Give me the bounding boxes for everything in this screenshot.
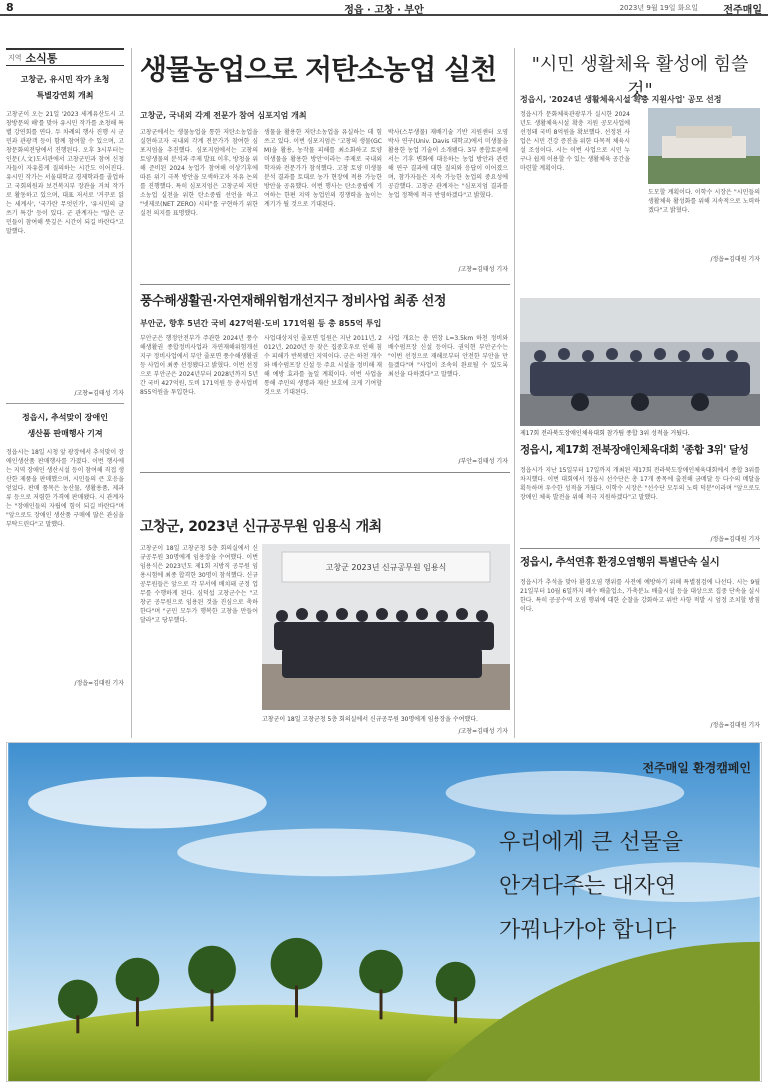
right2-body: 정읍시가 지난 15일부터 17일까지 개최된 제17회 전라북도장애인체육대회에서 종합 3위를 차지했다. 이번 대회에서 정읍시 선수단은 총 17개 종목에 출전해 금메달 등 다수의 메달을 획득하며 우수한 성적을 거뒀다. 이학수 시장은 "선수단 모두의 노력 덕분"이라며 "앞으로도 장애인 체육 발전을 위해 적극 지원하겠다"고 말했다. bbox=[520, 467, 760, 501]
page-number: 8 bbox=[6, 1, 14, 14]
sidebar-news bbox=[6, 48, 124, 733]
ad-slogan bbox=[499, 821, 739, 953]
lead-body-col2: 생물을 활용한 저탄소농업을 유실하는 데 힘쓰고 있다. 이번 심포지엄은 '고창의 생물(GCM)을 활용, 농작물 피해를 최소화하고 토양 미생물을 활용한 방안'이라는 주제로 국내외 학자와 전문가가 참석했다. 고창 토양 미생물 분석 결과를 토대로 농가 현장에 적용 가능한 방안을 공유했다. 이번 행사는 탄소중립에 기여하는 한편 지역 농업인의 경쟁력을 높이는 계기가 될 것으로 기대된다. bbox=[264, 129, 382, 208]
lead-body-col3: 박사(스무생물) 재배기술 기반 지원센터 오영 박사 연구(Univ. Davis 대학교)에서 미생물을 활용한 농업 기술이 소개됐다. 3부 종합토론에서는 기후 변화에 대응하는 농업 방안과 관련해 연구 결과에 대한 질의와 응답이 이어졌으며, 참가자들은 지속 가능한 농업의 중요성에 공감했다. 고창군 관계자는 "심포지엄 결과를 농업 정책에 적극 반영하겠다"고 밝혔다. bbox=[388, 129, 508, 199]
story2-headline: 풍수해생활권·자연재해위험개선지구 정비사업 최종 선정 bbox=[140, 294, 446, 309]
story2-body-col2: 사업대상지인 줄포면 일원은 지난 2011년, 2012년, 2020년 등 잦은 집중호우로 인해 침수 피해가 반복됐던 지역이다. 군은 하천 개수와 배수펌프장 신설 등 주요 시설을 정비해 재해 예방 효과를 높일 계획이다. 이번 사업을 통해 주민의 생명과 재산 보호에 크게 기여할 것으로 기대된다. bbox=[264, 335, 382, 396]
story3-body: 고창군이 18일 고창군청 5층 회의실에서 신규공무원 30명에게 임용장을 수여했다. 이번 임용식은 2023년도 제1회 지방직 공무원 임용시험에 최종 합격한 30명이 참석했다. 신규 공무원들은 앞으로 각 부서에 배치돼 군정 업무를 수행하게 된다. 심덕섭 고창군수는 "고창군 공무원으로 임용된 것을 진심으로 축하한다"며 "군민 모두가 행복한 고창을 만들어 달라"고 당부했다. bbox=[140, 545, 258, 624]
right3-headline: 정읍시, 추석연휴 환경오염행위 특별단속 실시 bbox=[520, 556, 720, 568]
sidebar-news2-headline-line2: 생산품 판매행사 기져 bbox=[27, 429, 103, 438]
column-divider bbox=[514, 48, 515, 738]
right1-subhead: 정읍시, '2024년 생활체육시설 확충 지원사업' 공모 선정 bbox=[520, 95, 722, 104]
sidebar-news2-headline bbox=[6, 410, 124, 442]
right3-body: 정읍시가 추석을 맞아 환경오염 행위를 사전에 예방하기 위해 특별점검에 나선다. 시는 9월 21일부터 10월 6일까지 폐수 배출업소, 가축분뇨 배출시설 등을 대상으로 집중 단속을 실시한다. 특히 공공수역 오염 행위에 대한 순찰을 강화하고 위반 사항 적발 시 엄정 조치할 방침이다. bbox=[520, 579, 760, 613]
story2-body-col1: 부안군은 행정안전부가 주관한 2024년 풍수해생활권 종합정비사업과 자연재해위험개선지구 정비사업에서 부안 줄포면 풍수해생활권 등 사업이 최종 선정됐다고 밝혔다. 이번 선정으로 부안군은 2024년부터 2028년까지 5년간 국비 427억원, 도비 171억원 등 총사업비 855억원을 투입한다. bbox=[140, 335, 258, 396]
sidebar-tag-big: 소식통 bbox=[25, 51, 58, 65]
right2-caption: 제17회 전라북도장애인체육대회 참가팀 종합 3위 성적을 거뒀다. bbox=[520, 430, 690, 437]
ad-brand: 전주매일 환경캠페인 bbox=[642, 761, 751, 775]
sidebar-news1-headline-line1: 고창군, 유시민 작가 초청 bbox=[20, 75, 110, 84]
sidebar-news1-headline-line2: 특별강연회 개최 bbox=[36, 91, 94, 100]
sidebar-news1-body: 고창군이 오는 21일 '2023 세계유산도시 고창방문의 해'를 맞아 유시민 작가를 초청해 특별 강연회를 연다. 두 차례의 행사 진행 시 군민과 관광객 등이 함께 참여할 수 있으며, 고창문화의전당에서 진행된다. 오후 3시부터는 인문(人文)도서관에서 고창군민과 참여 신청자들이 자유롭게 질의하는 시간도 이어진다. 유시민 작가는 서울대학교 경제학과를 졸업하고 국회의원과 보건복지부 장관을 거쳐 작가로 활동하고 있으며, 대표 저서로 '거꾸로 읽는 세계사', '국가란 무엇인가', '유시민의 글쓰기 특강' 등이 있다. 군 관계자는 "많은 군민들이 참여해 뜻깊은 시간이 되길 바란다"고 말했다. bbox=[6, 111, 124, 235]
sidebar-news1-headline bbox=[6, 72, 124, 104]
right2-credit: /정읍=김대원 기자 bbox=[710, 536, 760, 543]
ad-slogan-line3: 가꿔나가야 합니다 bbox=[499, 918, 677, 943]
story2-subhead: 부안군, 향후 5년간 국비 427억원·도비 171억원 등 총 855억 투입 bbox=[140, 319, 382, 328]
sidebar-news2-body: 정읍시는 18일 시청 앞 광장에서 추석맞이 장애인생산품 판매행사를 가졌다. 이번 행사에는 지역 장애인 생산시설 등이 참여해 직접 생산한 제품을 판매했으며, 시민들의 큰 호응을 얻었다. 판매 품목은 농산물, 생활용품, 제과류 등으로 저렴한 가격에 판매됐다. 시 관계자는 "장애인들의 자립에 힘이 되길 바란다"며 "앞으로도 장애인 생산품 구매에 많은 관심을 부탁드린다"고 말했다. bbox=[6, 449, 124, 528]
right1-body-col1: 정읍시가 문화체육관광부가 실시한 2024년도 생활체육시설 확충 지원 공모사업에 선정돼 국비 8억원을 확보했다. 선정된 사업은 시민 건강 증진을 위한 다목적 체육시설 조성이다. 시는 이번 사업으로 시민 누구나 쉽게 이용할 수 있는 생활체육 공간을 마련할 계획이다. bbox=[520, 111, 630, 172]
divider bbox=[140, 284, 510, 285]
lead-subhead: 고창군, 국내외 각계 전문가 참여 심포지엄 개최 bbox=[140, 111, 307, 120]
sports-team-photo-illustration bbox=[520, 298, 760, 426]
divider bbox=[140, 472, 510, 473]
story2-body-col3: 사업 개요는 총 연장 L=3.5km 하천 정비와 배수펌프장 신설 등이다. 권익현 부안군수는 "이번 선정으로 재해로부터 안전한 부안을 만들겠다"며 "사업이 조속히 완료될 수 있도록 최선을 다하겠다"고 말했다. bbox=[388, 335, 508, 378]
story2-credit: /부안=김태성 기자 bbox=[458, 458, 508, 465]
sidebar-news2-headline-line1: 정읍시, 추석맞이 장애인 bbox=[22, 413, 108, 422]
sidebar-tag-small: 지역 bbox=[8, 53, 22, 62]
right1-quote-headline: "시민 생활체육 활성에 힘쓸 것" bbox=[531, 54, 749, 101]
ad-slogan-line1: 우리에게 큰 선물을 bbox=[499, 830, 684, 855]
lead-credit: /고창=김태성 기자 bbox=[458, 266, 508, 273]
right2-photo bbox=[520, 298, 760, 426]
story3-caption: 고창군이 18일 고창군청 5층 회의실에서 신규공무원 30명에게 임용장을 수여했다. bbox=[262, 716, 478, 723]
facility-photo-illustration bbox=[648, 108, 760, 184]
ad-slogan-line2: 안겨다주는 대자연 bbox=[499, 874, 677, 899]
right3-credit: /정읍=김대원 기자 bbox=[710, 722, 760, 729]
environment-campaign-ad bbox=[6, 742, 762, 1082]
story3-credit: /고창=김태성 기자 bbox=[458, 728, 508, 735]
story3-photo bbox=[262, 544, 510, 710]
lead-headline: 생물농업으로 저탄소농업 실천 bbox=[140, 53, 497, 86]
right1-body-col2: 도모할 계획이다. 이학수 시장은 "시민들의 생활체육 활성화를 위해 지속적으로 노력하겠다"고 밝혔다. bbox=[648, 189, 760, 214]
sidebar-news2-credit: /정읍=김대원 기자 bbox=[74, 680, 124, 687]
right2-headline: 정읍시, 제17회 전북장애인체육대회 '종합 3위' 달성 bbox=[520, 444, 749, 456]
sidebar-tag bbox=[6, 48, 124, 66]
divider bbox=[520, 548, 760, 549]
paper-name: 전주매일 bbox=[723, 5, 762, 16]
lead-body-col1: 고창군에서는 생물농업을 통한 저탄소농업을 실현하고자 국내외 각계 전문가가 참여한 심포지엄을 추진했다. 심포지엄에서는 고창의 토양생물의 분석과 주제 발표 이후, 방청을 위해 준비된 2024 농업가 참여해 이상기후에 따른 위기 극복 방안을 모색하고자 자유 논의를 진행했다. 특히 심포지엄은 고창군의 저탄소농업 실천을 위한 탄소중립 선언을 하고 "넷제로(NET ZERO) 시티"를 구현하기 위한 실천 의지를 표명했다. bbox=[140, 129, 258, 217]
right1-photo bbox=[648, 108, 760, 184]
right1-credit: /정읍=김대원 기자 bbox=[710, 256, 760, 263]
issue-date: 2023년 9월 19일 화요일 bbox=[619, 4, 698, 12]
photo-banner-text: 고창군 2023년 신규공무원 임용식 bbox=[325, 563, 447, 572]
section-title: 정읍 · 고창 · 부안 bbox=[344, 5, 424, 16]
column-divider bbox=[131, 48, 132, 738]
page-header bbox=[0, 0, 768, 16]
story3-headline: 고창군, 2023년 신규공무원 임용식 개최 bbox=[140, 519, 382, 535]
divider bbox=[6, 403, 124, 404]
sidebar-news1-credit: /고창=김태성 기자 bbox=[74, 390, 124, 397]
